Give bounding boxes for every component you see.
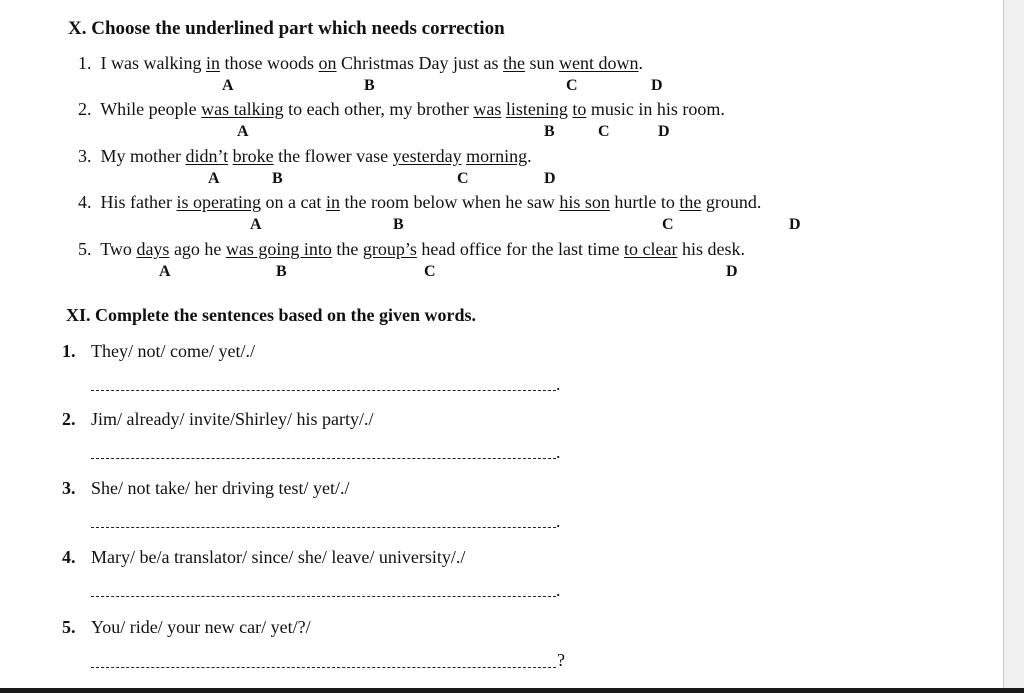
option-label-a: A [237,123,249,140]
sentence-prompt: They/ not/ come/ yet/./ [91,341,255,361]
option-label-c: C [598,123,610,140]
option-label-c: C [424,263,436,280]
option-label-b: B [364,77,375,94]
end-punctuation: . [556,374,561,394]
answer-blank[interactable] [91,667,556,668]
option-label-d: D [544,170,556,187]
item-number: 2. [62,409,76,429]
sentence-prompt: She/ not take/ her driving test/ yet/./ [91,478,350,498]
section-x-title: X. Choose the underlined part which needs correction [68,18,505,39]
option-label-b: B [272,170,283,187]
item-number: 1. [62,341,76,361]
option-label-b: B [276,263,287,280]
option-label-a: A [159,263,171,280]
end-punctuation: . [556,580,561,600]
answer-blank[interactable] [91,596,556,597]
option-label-c: C [457,170,469,187]
option-label-c: C [566,77,578,94]
answer-blank[interactable] [91,527,556,528]
item-number: 4. [62,547,76,567]
question-x-5: 5. Two days ago he was going into the group’s head office for the last time to clear his desk. [78,239,745,259]
item-number: 3. [62,478,76,498]
end-punctuation: . [556,511,561,531]
sentence-prompt: Mary/ be/a translator/ since/ she/ leave/ university/./ [91,547,466,567]
option-label-a: A [250,216,262,233]
end-punctuation: . [556,442,561,462]
page-edge-bottom [0,688,1024,693]
sentence-prompt: Jim/ already/ invite/Shirley/ his party/./ [91,409,374,429]
answer-blank[interactable] [91,458,556,459]
answer-blank[interactable] [91,390,556,391]
page-edge-right [1003,0,1024,693]
option-label-d: D [651,77,663,94]
option-label-a: A [222,77,234,94]
question-x-4: 4. His father is operating on a cat in the room below when he saw his son hurtle to the ground. [78,192,762,212]
sentence-prompt: You/ ride/ your new car/ yet/?/ [91,617,311,637]
question-x-3: 3. My mother didn’t broke the flower vase yesterday morning. [78,146,532,166]
option-label-d: D [658,123,670,140]
option-label-a: A [208,170,220,187]
option-label-d: D [789,216,801,233]
question-x-1: 1. I was walking in those woods on Christmas Day just as the sun went down. [78,53,644,73]
option-label-b: B [544,123,555,140]
option-label-d: D [726,263,738,280]
end-punctuation: ? [557,650,565,670]
option-label-b: B [393,216,404,233]
item-number: 5. [62,617,76,637]
section-xi-title: XI. Complete the sentences based on the given words. [66,305,476,325]
question-x-2: 2. While people was talking to each other, my brother was listening to music in his room. [78,99,725,119]
option-label-c: C [662,216,674,233]
